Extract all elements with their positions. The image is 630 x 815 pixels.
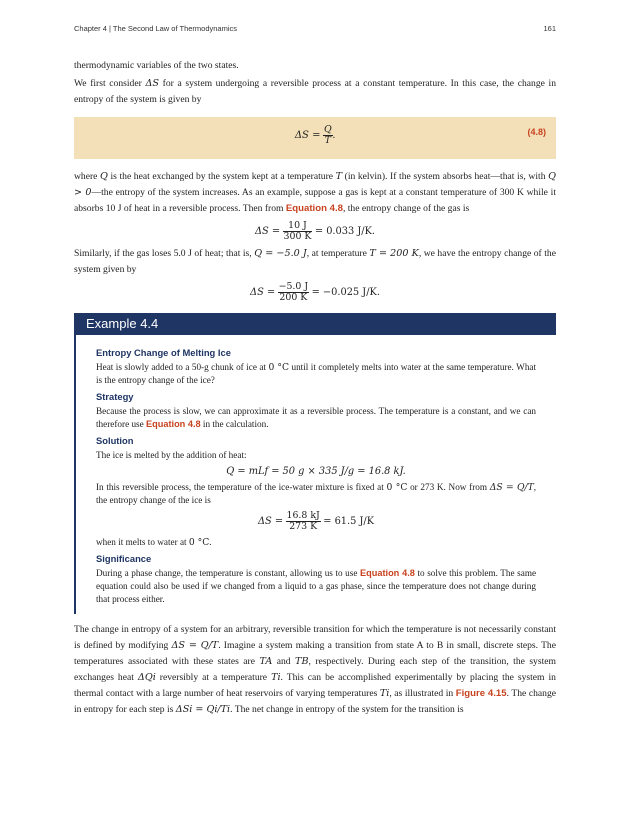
example-body [74,335,556,614]
paragraph: The ice is melted by the addition of heat: [96,450,247,460]
equation: ΔS = $\frac{Q}{T}$ . [294,124,336,146]
paragraph: Similarly, if the gas loses 5.0 J of heat; that is, Q = −5.0 J, at temperature T = 200 K, we have the entropy change of the system given by [74,248,556,275]
paragraph: In this reversible process, the temperature of the ice-water mixture is fixed at 0 °C or 273 K. Now from ΔS = Q/T, the entropy change of the ice is [96,482,537,505]
figure-link[interactable]: Figure 4.15 [455,688,507,699]
significance-heading: Significance [96,553,152,564]
chapter-title: Chapter 4 | The Second Law of Thermodynamics [74,24,238,33]
example-title: Example 4.4 [74,313,556,335]
paragraph: During a phase change, the temperature is constant, allowing us to use Equation 4.8 to solve this problem. The same equation could also be used if we changed from a liquid to a gas phase, since the temperature does not change during that process either. [96,568,537,604]
example-heading: Entropy Change of Melting Ice [96,347,231,358]
display-equation: Q = mLf = 50 g × 335 J/g = 16.8 kJ. [226,466,406,477]
paragraph: Heat is slowly added to a 50-g chunk of ice at 0 °C until it completely melts into water at the same temperature. What is the entropy change of the ice? [96,362,537,385]
page-number: 161 [543,24,556,33]
equation-link[interactable]: Equation 4.8 [285,203,343,214]
example-box [74,313,556,614]
paragraph: when it melts to water at 0 °C. [96,537,212,548]
strategy-heading: Strategy [96,391,134,402]
solution-heading: Solution [96,435,134,446]
display-equation: ΔS = $\frac{16.8 kJ}{273 K}$ = 61.5 J/K [257,510,375,532]
equation-box-4-8 [74,117,556,159]
display-equation: ΔS = $\frac{10 J}{300 K}$ = 0.033 J/K. [254,220,376,242]
paragraph: The change in entropy of a system for an arbitrary, reversible transition for which the temperature is not necessarily constant is defined by modifying ΔS = Q/T. Imagine a system making a transition from state A to B in small, discrete steps. The temperatures associated with these states are TA and TB, respectively. During each step of the transition, the system exchanges heat ΔQi reversibly at a temperature Ti. This can be accomplished experimentally by placing the system in thermal contact with a large number of heat reservoirs of varying temperatures Ti, as illustrated in Figure 4.15. The change in entropy for each step is ΔSi = Qi/Ti. The net change in entropy of the system for the transition is [74,624,556,715]
paragraph: thermodynamic variables of the two states. [74,60,239,71]
display-equation: ΔS = $\frac{-5.0 J}{200 K}$ = −0.025 J/K. [250,281,380,303]
equation-link[interactable]: Equation 4.8 [146,419,201,429]
equation-link[interactable]: Equation 4.8 [360,568,415,578]
page-header [74,24,556,36]
page-content [74,58,556,718]
paragraph: where Q is the heat exchanged by the system kept at a temperature T (in kelvin). If the system absorbs heat—that is, with Q > 0—the entropy of the system increases. As an example, suppose a gas is kept at a constant temperature of 300 K while it absorbs 10 J of heat in a reversible process. Then from Equation 4.8, the entropy change of the gas is [74,171,556,214]
paragraph: Because the process is slow, we can approximate it as a reversible process. The temperature is a constant, and we can therefore use Equation 4.8 in the calculation. [96,406,536,429]
equation-number: (4.8) [527,127,546,137]
paragraph: We first consider ΔS for a system undergoing a reversible process at a constant temperature. In this case, the change in entropy of the system is given by [74,78,556,105]
